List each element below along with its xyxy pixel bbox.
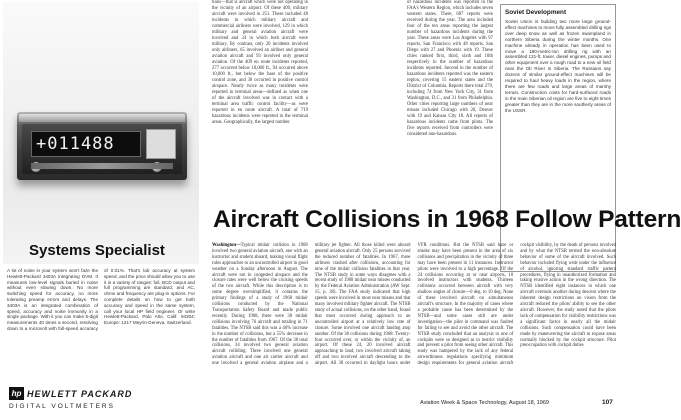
voltmeter-display-readout: +011488 [31, 131, 141, 157]
article-column-2: of hazardous incidents was reported in the FAA's Western Region, which includes seven western states. There, 687 reports were received during the year. The area included four of the ten areas reporting the largest number of hazardous incidents during the year. These areas were Los Angeles with 97 reports, San Francisco with 48 reports, San Diego with 27 and Phoenix with 19. These cities ranked first, third, sixth and 10th respectively in the number of hazardous incidents reported. Second in the number of hazardous incidents reported was the eastern region, covering 15 eastern states and the District of Columbia. Reports there total 279, including 74 from New York City, 31 from Washington, D.C., and 31 from Philadelphia. Other cities reporting large numbers of near misses included Chicago with 26, Denver with 19 and Kansas City 18. All reports of hazardous incidents came from pilots. The five reports received from controllers were considered non-hazardous. [407, 0, 493, 137]
hp-advertisement [3, 2, 199, 416]
article-dateline: Washington— [212, 243, 241, 248]
sidebar-title: Soviet Development [505, 9, 567, 16]
digital-voltmeter-image [17, 112, 187, 180]
article-headline: Aircraft Collisions in 1968 Follow Pattern [213, 206, 681, 233]
article-column-1: tions—that is aircraft which were not operating in the vicinity of an airport. Of these 409, military aircraft were involved in 251. These included 48 incidents in which military aircraft and commercial airliners were involved, 129 in which military and general aviation aircraft were involved and 34 in which both aircraft were military. By contrast, only 20 incidents involved only airliners, 65 involved an airliner and general aviation aircraft and 93 involved only general aviation. Of the 409 en route incidents reported, 277 occurred below 10,000 ft., 94 occurred above 10,000 ft., but below the base of the positive control zone, and 38 occurred in positive control airspace. Nearly twice as many incidents were reported in terminal areas—defined as when one of the aircraft involved was in contact with a terminal area traffic control facility—as were reported in en route aircraft. A total of 719 hazardous incidents were reported in the terminal areas. Geographically, the largest number [212, 0, 308, 125]
article-body-text: Typical midair collision in 1968 involved two general aviation aircraft, one with an instructor and student aboard, making visual flight rules approaches to an uncontrolled airport in good weather on a Sunday afternoon in August. The aircraft were not in congested airspace and the closure rates were well below the cruising speeds of the two aircraft. While this description is to some degree oversimplified, it contains the primary findings of a study of 1968 midair collisions conducted by the National Transportation Safety Board and made public recently. During 1968, there were 38 midair collisions involving 76 aircraft and totaling in 71 fatalities. The NTSB said this was a 46% increase in the number of collisions, but a 55% decrease in the number of fatalities from 1967. Of the 38 total collisions, 34 involved two general aviation aircraft colliding. Three involved one general aviation aircraft and one air carrier aircraft and one involved a general aviation airplane and a military jet fighter. All those killed were aboard general aviation aircraft. Only 25 persons survived the reduced number of fatalities. In 1967, three airliners crashed after collisions, accounting for nine of the midair collision fatalities in that year. The NTSB study in some ways disagrees with a recent study of 1968 midair near misses conducted by the Federal Aviation Administration (AW Sept. 15, p. 38). The FAA study indicated that high speeds were involved in most near misses and that many involved military fighter aircraft. The NTSB study of actual collisions, on the other hand, found that most occurred during approach to an uncontrolled airport at a relatively low rate of closure. Some involved one aircraft landing atop another. Of the 38 collisions during 1968: Twenty-four occurred over, or within the vicinity of, an airport. Of these 24, 20 involved aircraft approaching to land, two involved aircraft taking off and two involved aircraft descending to the airport. All 38 occurred in daylight hours under VFR conditions. But the NTSB said haze or smoke may have been present in the area of six collisions and precipitation in the vicinity of three may have been present in 11 instances. Instructor pilots were involved to a high percentage. Of the 24 collisions occurring at or near airports, 10 involved instructors with students. Thirteen collisions occurred between aircraft with very shallow angles of closure—0 deg. to 10 deg. None of these involved aircraft on simultaneous aircraft's structure. In the majority of cases where a probable cause has been determined by the NTSB—and some cases still are under investigation—the pilot in command was faulted for failing to see and avoid the other aircraft. The NTSB study concluded that an analysis to one of cockpits were so designed as to restrict visibility and prevent a pilot from seeing other aircraft. This study was hampered by the lack of any federal airworthiness regulations specifying minimum design requirements for general aviation aircraft cockpit visibility, by the death of persons involved and by what the NTSB termed the non-absolute behavior of some of the aircraft involved. Such behavior included flying wide under the influence of alcohol, ignoring standard traffic pattern procedures, flying in unauthorized formation and taking evasive action in the wrong direction. The NTSB identified eight instances in which one aircraft overtook another during descent where the inherent design restrictions on vision from the aircraft reduced the pilots' ability to see the other aircraft. However, the study noted that the pilots lack of compensation for visibility restrictions was a significant factor in nearly all the midair collisions. Such compensation could have been made by maneuvering the aircraft to expose areas normally blocked by the cockpit structure. Pilot preoccupation with cockpit duties [212, 243, 616, 367]
sidebar-body: Soviet Union is building two more large ground-effect machines to move fully assembled drilling rigs over deep snow as well as frozen swampland in northern Siberia during the winter months. One machine already in operation has been used to move a 180-metric-ton drilling rig with an assembled 131-ft. tower, diesel engines, pumps and other equipment over a rough road to a new oil field near the Ob River in Siberia. The Russians say dozens of similar ground-effect machines will be required to haul heavy loads in the region, where there are few roads and large areas of marshy terrain. Construction costs for hard-surfaced roads in the main Siberian oil region are five to eight times greater than they are in the more southerly areas of the USSR. [505, 19, 611, 113]
hp-brand-mark [9, 387, 132, 400]
publication-footer: Aviation Week & Space Technology, August 18, 1969 [420, 400, 549, 406]
hp-brand-name: HEWLETT PACKARD [27, 388, 133, 399]
hp-logo-icon: hp [9, 387, 24, 400]
voltmeter-control-panel [146, 129, 176, 159]
ad-headline: Systems Specialist [29, 242, 165, 259]
ad-body-copy: A lot of noise in your system won't faze the Hewlett-Packard 3403A Integrating DVM. It measures low-level signals buried in noise without even slowing down. No more switching speed for accuracy, no more tolerating preamp errors and delays. The 3403A is an integrated combination of speed, accuracy and noise immunity in a single package. With it you can make 5-digit measurements 40 times a second, resolving down to a microvolt with full-speed accuracy of 0.01%. That's lab accuracy at system speed, and the price should allow you to use it in a variety of ranges: full, BCD output and full programming are standard, and AC, ohms and frequency are plug-in options. For complete details on how to get both accuracy and speed in the same system, call your local HP field engineer. Or write Hewlett-Packard, Palo Alto, Calif. 94304; Europe: 1217 Meyrin-Geneva, Switzerland. [7, 268, 195, 331]
ad-product-line: DIGITAL VOLTMETERS [9, 403, 115, 410]
page-number: 107 [602, 399, 613, 406]
article-body [212, 243, 616, 391]
ad-product-photo [3, 2, 199, 264]
